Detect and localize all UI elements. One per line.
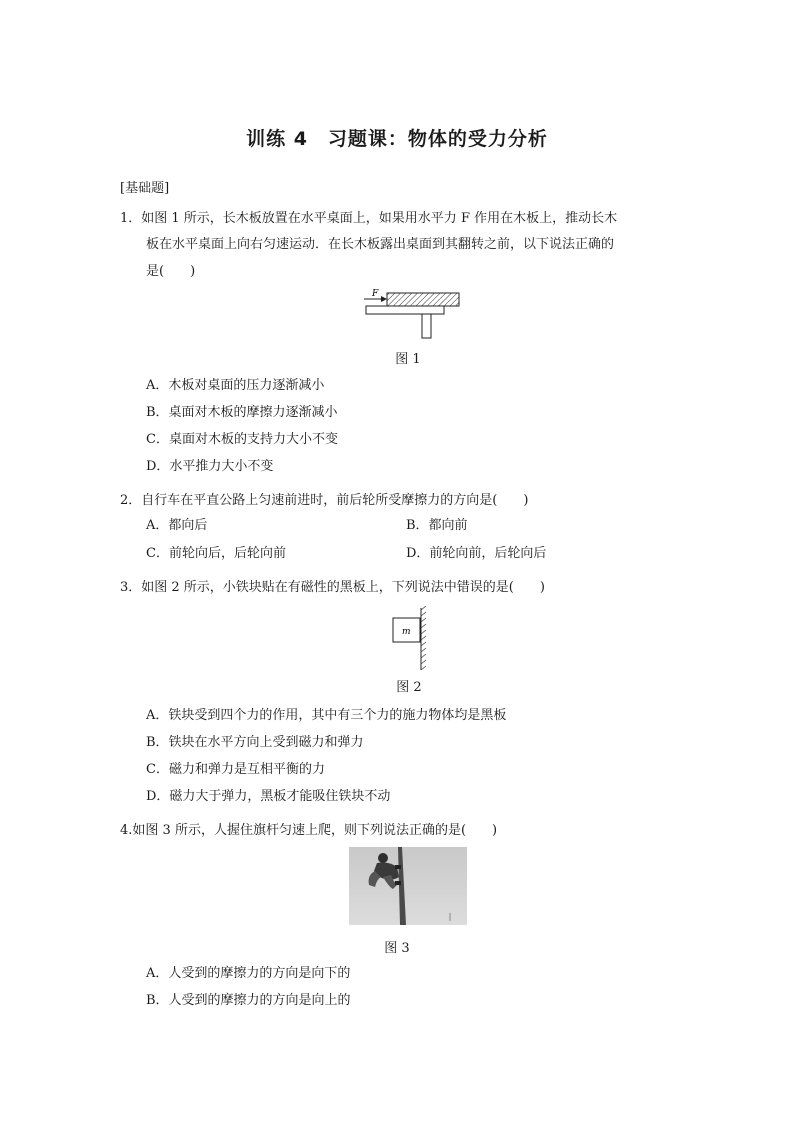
section-label: [基础题] xyxy=(120,181,170,196)
q3-option-d: D．磁力大于弹力，黑板才能吸住铁块不动 xyxy=(146,789,391,804)
figure-2-block-on-board xyxy=(390,606,436,672)
q1-stem-line1: 1．如图 1 所示，长木板放置在水平桌面上，如果用水平力 F 作用在木板上，推动长木 xyxy=(120,211,618,226)
q1-stem-line2: 板在水平桌面上向右匀速运动．在长木板露出桌面到其翻转之前，以下说法正确的 xyxy=(146,237,615,252)
board xyxy=(387,293,459,306)
q2-option-c: C．前轮向后，后轮向前 xyxy=(146,546,286,561)
q1-option-d: D．水平推力大小不变 xyxy=(146,459,274,474)
force-label: F xyxy=(372,289,379,299)
table-leg xyxy=(422,314,431,338)
figure-1-board-on-table xyxy=(362,286,464,342)
figure-3-caption: 图 3 xyxy=(384,941,410,956)
figure-1-caption: 图 1 xyxy=(395,352,421,367)
q2-option-d: D．前轮向前，后轮向后 xyxy=(406,546,547,561)
mass-label: m xyxy=(402,627,411,637)
q2-option-b: B．都向前 xyxy=(406,518,468,533)
page-title: 训练 4 习题课：物体的受力分析 xyxy=(246,128,548,150)
q4-option-b: B．人受到的摩擦力的方向是向上的 xyxy=(146,993,351,1008)
figure-2-caption: 图 2 xyxy=(396,680,422,695)
q3-stem: 3．如图 2 所示，小铁块贴在有磁性的黑板上，下列说法中错误的是( ) xyxy=(120,580,545,595)
q2-stem: 2．自行车在平直公路上匀速前进时，前后轮所受摩擦力的方向是( ) xyxy=(120,493,529,508)
q3-option-a: A．铁块受到四个力的作用，其中有三个力的施力物体均是黑板 xyxy=(146,708,507,723)
q2-option-a: A．都向后 xyxy=(146,518,208,533)
force-arrowhead xyxy=(381,296,387,302)
photo-background xyxy=(349,847,467,925)
q1-stem-line3: 是( ) xyxy=(146,264,196,279)
q4-option-a: A．人受到的摩擦力的方向是向下的 xyxy=(146,966,351,981)
q3-option-c: C．磁力和弹力是互相平衡的力 xyxy=(146,762,325,777)
q1-option-a: A．木板对桌面的压力逐渐减小 xyxy=(146,378,325,393)
blackboard-hatching xyxy=(421,606,426,670)
q4-stem: 4.如图 3 所示，人握住旗杆匀速上爬，则下列说法正确的是( ) xyxy=(120,823,498,838)
q3-option-b: B．铁块在水平方向上受到磁力和弹力 xyxy=(146,735,364,750)
table-top xyxy=(366,306,444,314)
figure-3-photo-climber-on-flagpole xyxy=(349,847,467,925)
q1-option-c: C．桌面对木板的支持力大小不变 xyxy=(146,432,338,447)
q1-option-b: B．桌面对木板的摩擦力逐渐减小 xyxy=(146,405,338,420)
